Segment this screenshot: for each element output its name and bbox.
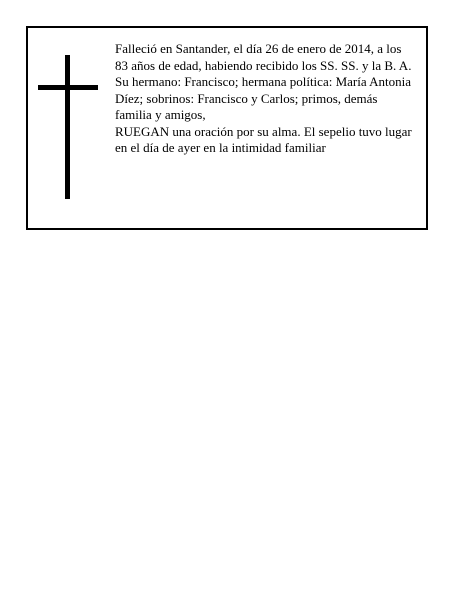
cross-vertical-bar <box>65 55 70 199</box>
family-members: Su hermano: Francisco; hermana política: María Antonia Díez; sobrinos: Francisco y Carlos; primos, demás familia y amigos, <box>115 74 412 122</box>
cross-horizontal-bar <box>38 85 98 90</box>
death-announcement: Falleció en Santander, el día 26 de enero de 2014, a los 83 años de edad, habiendo recibido los SS. SS. y la B. A. <box>115 41 412 73</box>
obituary-text <box>115 41 417 157</box>
prayer-request: RUEGAN una oración por su alma. El sepelio tuvo lugar en el día de ayer en la intimidad familiar <box>115 123 412 155</box>
cross-icon <box>38 55 98 199</box>
obituary-notice <box>26 26 428 230</box>
